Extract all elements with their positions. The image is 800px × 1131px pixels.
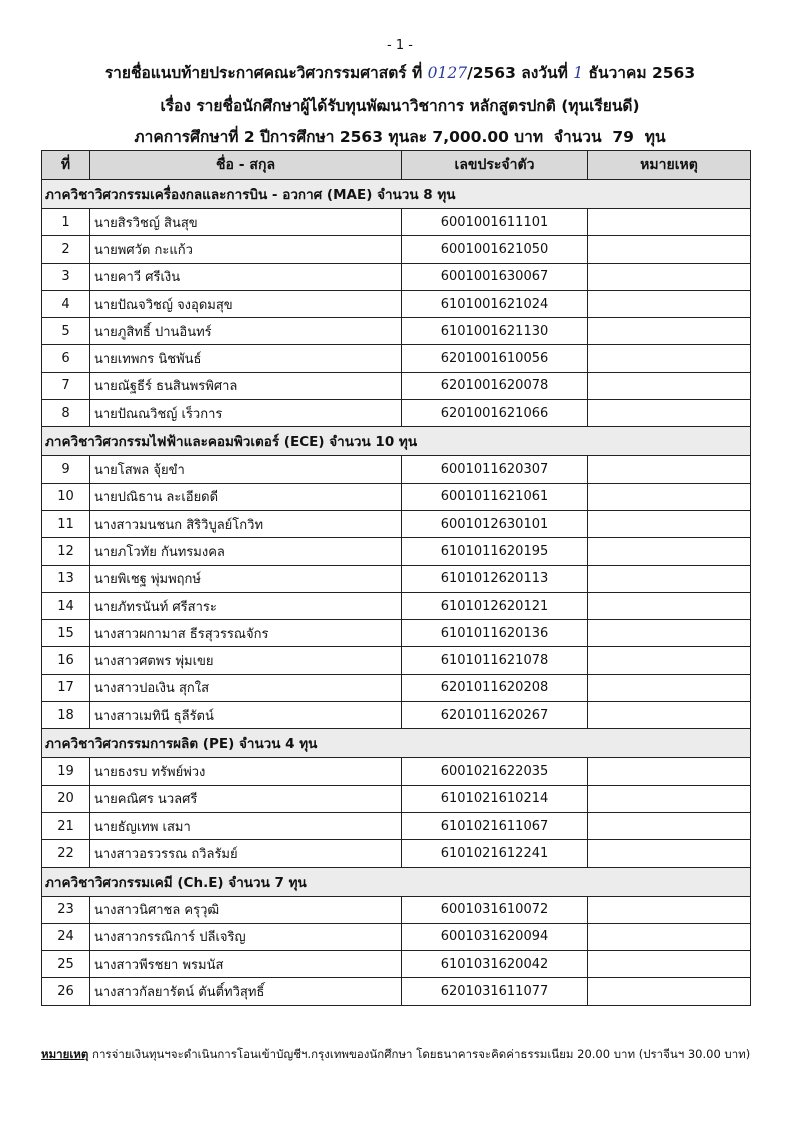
remark-cell <box>588 896 751 923</box>
handwritten-announcement-number: 0127 <box>427 64 468 82</box>
subject-line: เรื่อง รายชื่อนักศึกษาผู้ได้รับทุนพัฒนาวิชาการ หลักสูตรปกติ (ทุนเรียนดี) <box>160 97 640 115</box>
remark-cell <box>588 647 751 674</box>
table-row <box>42 345 751 372</box>
row-number: 16 <box>42 647 90 674</box>
table-row <box>42 674 751 701</box>
student-name: นายสิรวิชญ์ สินสุข <box>90 209 402 236</box>
row-number: 17 <box>42 674 90 701</box>
col-remark-header: หมายเหตุ <box>588 151 751 180</box>
student-id: 6201011620208 <box>402 674 588 701</box>
student-name: นายคณิศร นวลศรี <box>90 785 402 812</box>
section-title: ภาควิชาวิศวกรรมไฟฟ้าและคอมพิวเตอร์ (ECE) จำนวน 10 ทุน <box>42 427 751 456</box>
table-row <box>42 785 751 812</box>
student-id: 6001031620094 <box>402 923 588 950</box>
row-number: 19 <box>42 758 90 785</box>
row-number: 9 <box>42 456 90 483</box>
count-unit: ทุน <box>644 128 666 146</box>
student-id: 6201011620267 <box>402 702 588 729</box>
row-number: 10 <box>42 483 90 510</box>
student-name: นายภโวทัย กันทรมงคล <box>90 538 402 565</box>
table-row <box>42 456 751 483</box>
student-name: นายพิเชฐ พุ่มพฤกษ์ <box>90 565 402 592</box>
row-number: 11 <box>42 510 90 537</box>
student-id: 6001001611101 <box>402 209 588 236</box>
student-id: 6101001621024 <box>402 290 588 317</box>
row-number: 8 <box>42 400 90 427</box>
student-id: 6101012620121 <box>402 592 588 619</box>
row-number: 7 <box>42 372 90 399</box>
student-name: นายณัฐธีร์ ธนสินพรพิศาล <box>90 372 402 399</box>
row-number: 6 <box>42 345 90 372</box>
remark-cell <box>588 209 751 236</box>
remark-cell <box>588 510 751 537</box>
student-name: นายเทพกร นิชพันธ์ <box>90 345 402 372</box>
student-name: นางสาวมนชนก สิริวิบูลย์โกวิท <box>90 510 402 537</box>
semester-line <box>0 124 800 149</box>
scholarship-count: 79 <box>612 128 634 146</box>
remark-cell <box>588 923 751 950</box>
row-number: 26 <box>42 978 90 1005</box>
remark-cell <box>588 345 751 372</box>
student-id: 6001001621050 <box>402 236 588 263</box>
section-row <box>42 867 751 896</box>
remark-cell <box>588 372 751 399</box>
student-id: 6201001621066 <box>402 400 588 427</box>
footnote-text: การจ่ายเงินทุนฯจะดำเนินการโอนเข้าบัญชีฯ.กรุงเทพของนักศึกษา โดยธนาคารจะคิดค่าธรรมเนียม 20.00 บาท (ปราจีนฯ 30.00 บาท) <box>92 1047 751 1061</box>
count-label: จำนวน <box>553 128 602 146</box>
col-name-header: ชื่อ - สกุล <box>90 151 402 180</box>
student-name: นายปัณจวิชญ์ จงอุดมสุข <box>90 290 402 317</box>
student-name: นายธัญเทพ เสมา <box>90 812 402 839</box>
table-row <box>42 758 751 785</box>
row-number: 22 <box>42 840 90 867</box>
student-name: นางสาวนิศาชล ครุวุฒิ <box>90 896 402 923</box>
page-number: - 1 - <box>387 38 413 53</box>
student-name: นายภูสิทธิ์ ปานอินทร์ <box>90 318 402 345</box>
student-id: 6201031611077 <box>402 978 588 1005</box>
handwritten-day: 1 <box>573 64 584 82</box>
row-number: 2 <box>42 236 90 263</box>
table-row <box>42 372 751 399</box>
table-row <box>42 620 751 647</box>
table-row <box>42 812 751 839</box>
student-id: 6101031620042 <box>402 951 588 978</box>
row-number: 23 <box>42 896 90 923</box>
student-id: 6001031610072 <box>402 896 588 923</box>
row-number: 1 <box>42 209 90 236</box>
announcement-title <box>0 60 800 85</box>
section-row <box>42 729 751 758</box>
student-id: 6001012630101 <box>402 510 588 537</box>
table-row <box>42 565 751 592</box>
table-row <box>42 896 751 923</box>
col-id-header: เลขประจำตัว <box>402 151 588 180</box>
remark-cell <box>588 785 751 812</box>
table-row <box>42 978 751 1005</box>
table-body <box>42 180 751 1006</box>
remark-cell <box>588 758 751 785</box>
remark-cell <box>588 538 751 565</box>
table-row <box>42 951 751 978</box>
row-number: 20 <box>42 785 90 812</box>
row-number: 14 <box>42 592 90 619</box>
table-row <box>42 647 751 674</box>
footnote-label: หมายเหตุ <box>41 1047 89 1061</box>
table-row <box>42 400 751 427</box>
student-id: 6101021610214 <box>402 785 588 812</box>
student-name: นายภัทรนันท์ ศรีสาระ <box>90 592 402 619</box>
remark-cell <box>588 318 751 345</box>
section-title: ภาควิชาวิศวกรรมการผลิต (PE) จำนวน 4 ทุน <box>42 729 751 758</box>
table-row <box>42 290 751 317</box>
student-id: 6101001621130 <box>402 318 588 345</box>
table-row <box>42 263 751 290</box>
remark-cell <box>588 674 751 701</box>
table-row <box>42 209 751 236</box>
student-name: นายโสพล จุ้ยขำ <box>90 456 402 483</box>
row-number: 21 <box>42 812 90 839</box>
student-id: 6201001620078 <box>402 372 588 399</box>
student-id: 6101011620136 <box>402 620 588 647</box>
table-row <box>42 510 751 537</box>
scholarship-table <box>41 150 751 1006</box>
student-name: นางสาวพีรชยา พรมนัส <box>90 951 402 978</box>
remark-cell <box>588 978 751 1005</box>
student-id: 6101011620195 <box>402 538 588 565</box>
remark-cell <box>588 840 751 867</box>
student-id: 6101012620113 <box>402 565 588 592</box>
student-name: นางสาวอรวรรณ ถวิลรัมย์ <box>90 840 402 867</box>
title-suffix: ธันวาคม 2563 <box>588 64 696 82</box>
row-number: 24 <box>42 923 90 950</box>
student-id: 6101021612241 <box>402 840 588 867</box>
student-name: นายคาวี ศรีเงิน <box>90 263 402 290</box>
student-id: 6101021611067 <box>402 812 588 839</box>
remark-cell <box>588 456 751 483</box>
remark-cell <box>588 620 751 647</box>
student-id: 6001021622035 <box>402 758 588 785</box>
student-id: 6001001630067 <box>402 263 588 290</box>
student-name: นางสาวผกามาส ธีรสุวรรณจักร <box>90 620 402 647</box>
section-row <box>42 180 751 209</box>
row-number: 4 <box>42 290 90 317</box>
table-row <box>42 538 751 565</box>
section-row <box>42 427 751 456</box>
title-prefix: รายชื่อแนบท้ายประกาศคณะวิศวกรรมศาสตร์ ที่ <box>104 64 423 82</box>
table-row <box>42 702 751 729</box>
table-row <box>42 483 751 510</box>
section-title: ภาควิชาวิศวกรรมเครื่องกลและการบิน - อวกาศ (MAE) จำนวน 8 ทุน <box>42 180 751 209</box>
student-id: 6001011620307 <box>402 456 588 483</box>
row-number: 5 <box>42 318 90 345</box>
student-name: นายปณิธาน ละเอียดดี <box>90 483 402 510</box>
student-name: นายปัณณวิชญ์ เร็วการ <box>90 400 402 427</box>
student-id: 6101011621078 <box>402 647 588 674</box>
table-row <box>42 318 751 345</box>
remark-cell <box>588 400 751 427</box>
remark-cell <box>588 263 751 290</box>
remark-cell <box>588 236 751 263</box>
row-number: 18 <box>42 702 90 729</box>
semester-text: ภาคการศึกษาที่ 2 ปีการศึกษา 2563 ทุนละ 7,000.00 บาท <box>134 128 544 146</box>
student-id: 6201001610056 <box>402 345 588 372</box>
student-name: นางสาวศตพร พุ่มเขย <box>90 647 402 674</box>
table-row <box>42 592 751 619</box>
row-number: 25 <box>42 951 90 978</box>
remark-cell <box>588 290 751 317</box>
remark-cell <box>588 812 751 839</box>
row-number: 15 <box>42 620 90 647</box>
remark-cell <box>588 951 751 978</box>
student-id: 6001011621061 <box>402 483 588 510</box>
row-number: 3 <box>42 263 90 290</box>
table-header <box>42 151 751 180</box>
title-mid: /2563 ลงวันที่ <box>467 64 568 82</box>
row-number: 12 <box>42 538 90 565</box>
table-row <box>42 840 751 867</box>
footnote <box>41 1046 750 1064</box>
student-name: นางสาวเมทินี ธุลีรัตน์ <box>90 702 402 729</box>
remark-cell <box>588 592 751 619</box>
section-title: ภาควิชาวิศวกรรมเคมี (Ch.E) จำนวน 7 ทุน <box>42 867 751 896</box>
table-row <box>42 236 751 263</box>
remark-cell <box>588 483 751 510</box>
student-name: นางสาวกัลยารัตน์ ตันติ์ทวิสุทธิ์ <box>90 978 402 1005</box>
student-name: นายพศวัต กะแก้ว <box>90 236 402 263</box>
remark-cell <box>588 565 751 592</box>
table-row <box>42 923 751 950</box>
student-name: นายธงรบ ทรัพย์พ่วง <box>90 758 402 785</box>
col-no-header: ที่ <box>42 151 90 180</box>
student-name: นางสาวกรรณิการ์ ปลีเจริญ <box>90 923 402 950</box>
remark-cell <box>588 702 751 729</box>
row-number: 13 <box>42 565 90 592</box>
student-name: นางสาวปอเงิน สุกใส <box>90 674 402 701</box>
